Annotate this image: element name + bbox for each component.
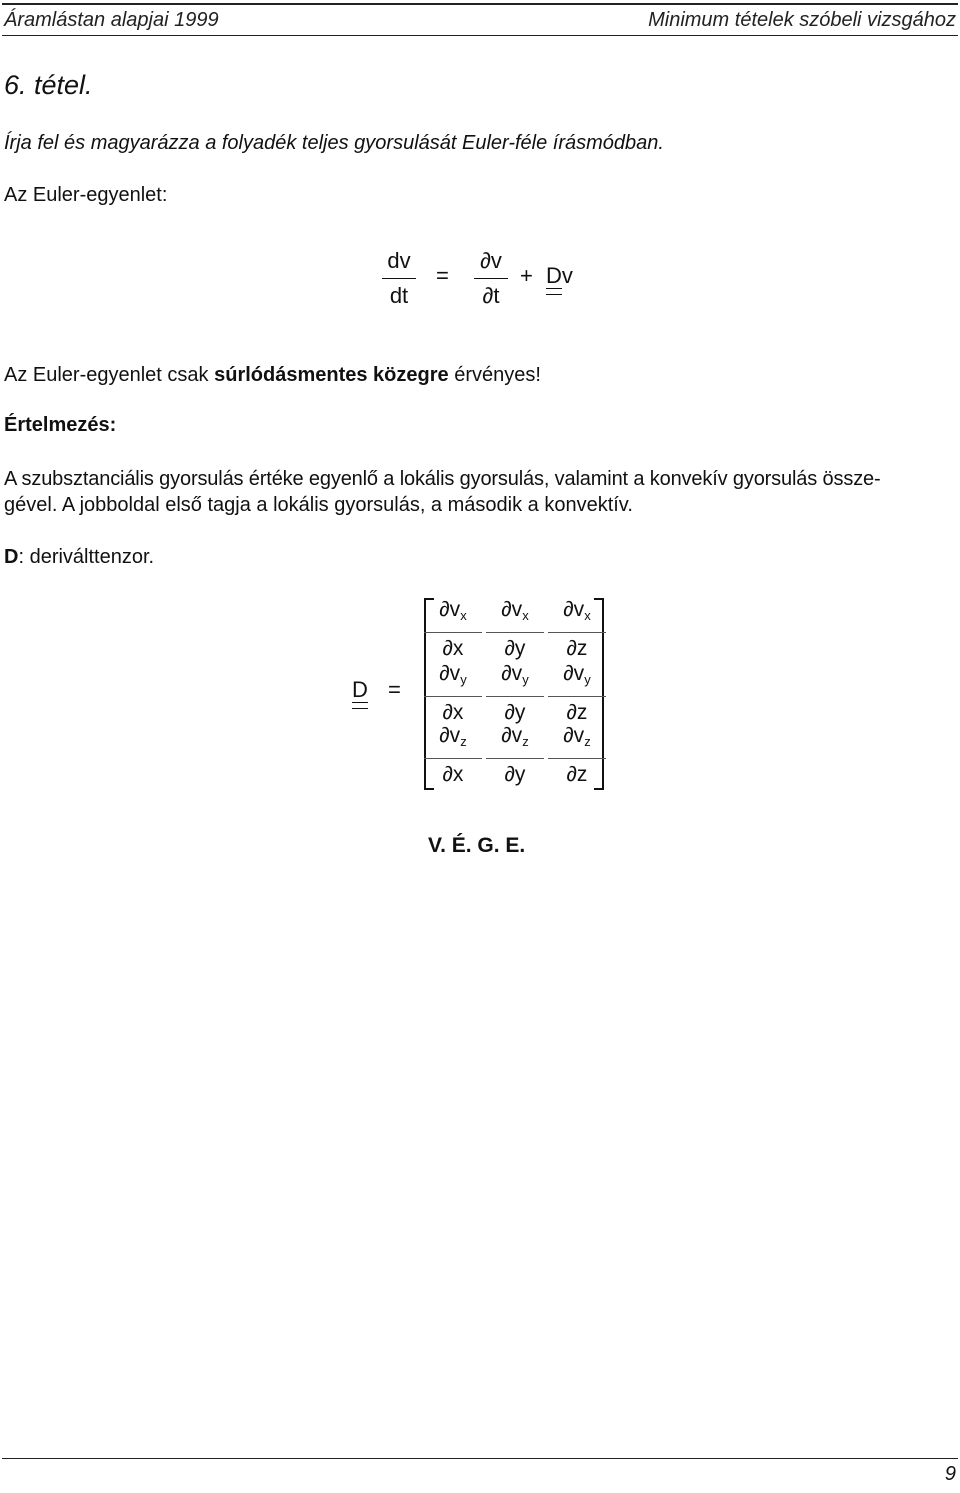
d-definition [4, 542, 154, 572]
matrix-cell [486, 596, 544, 663]
matrix-cell-denominator: ∂z [566, 763, 588, 786]
matrix-cell-subscript: x [522, 608, 529, 623]
lhs-fraction [382, 246, 416, 311]
matrix-lhs [352, 677, 368, 703]
matrix-cell [548, 660, 606, 727]
matrix-cell-denominator: ∂x [442, 763, 464, 786]
matrix-cell-denominator: ∂z [566, 637, 588, 660]
matrix-cell-denominator: ∂x [442, 701, 464, 724]
matrix-cell-subscript: x [584, 608, 591, 623]
matrix-cell-bar [548, 632, 606, 633]
matrix-cell [548, 596, 606, 663]
matrix-cell-partial-v: ∂v [501, 724, 523, 747]
equals-sign: = [436, 263, 449, 288]
matrix-cell-partial-v: ∂v [439, 662, 461, 685]
matrix-cell-denominator: ∂z [566, 701, 588, 724]
tensor-d: D [546, 263, 562, 288]
matrix-cell-numerator [424, 722, 482, 756]
plus-sign: + [520, 263, 533, 288]
header-bottom-rule [2, 35, 958, 36]
matrix-cell-bar [486, 758, 544, 759]
section-title: 6. tétel. [4, 70, 93, 100]
matrix-cell-numerator [548, 596, 606, 630]
matrix-cell-subscript: y [522, 672, 529, 687]
matrix-cell-numerator [486, 660, 544, 694]
matrix-cell-subscript: z [522, 734, 529, 749]
d-definition-symbol: D [4, 546, 19, 568]
interpretation-heading: Értelmezés: [4, 414, 117, 436]
matrix-cell-denominator: ∂x [442, 637, 464, 660]
matrix-cell-subscript: x [460, 608, 467, 623]
matrix-cell [486, 660, 544, 727]
matrix-cell-bar [424, 758, 482, 759]
matrix-cell-bar [548, 758, 606, 759]
convective-term [546, 263, 573, 289]
matrix-cell-numerator [548, 722, 606, 756]
validity-statement [4, 360, 541, 390]
rhs-denominator: ∂t [482, 283, 500, 308]
matrix-cell-partial-v: ∂v [563, 724, 585, 747]
header-left-title: Áramlástan alapjai 1999 [4, 9, 219, 31]
lhs-denominator: dt [389, 283, 409, 308]
matrix-cell-partial-v: ∂v [501, 598, 523, 621]
validity-bold: súrlódásmentes közegre [214, 364, 449, 386]
matrix-cell-subscript: y [584, 672, 591, 687]
matrix-equals: = [388, 677, 401, 702]
matrix-cell-partial-v: ∂v [439, 724, 461, 747]
matrix-cell-partial-v: ∂v [563, 598, 585, 621]
matrix-cell-bar [548, 696, 606, 697]
header-top-rule [2, 3, 958, 5]
signature: V. É. G. E. [428, 834, 526, 857]
matrix-cell-partial-v: ∂v [439, 598, 461, 621]
matrix-cell-numerator [548, 660, 606, 694]
paragraph-line-1: A szubsztanciális gyorsulás értéke egyenlő a lokális gyorsulás, valamint a konvekív gyorsulás össze- [4, 468, 881, 490]
matrix-cell-partial-v: ∂v [501, 662, 523, 685]
footer-rule [2, 1458, 958, 1459]
matrix-cell [424, 660, 482, 727]
page-number: 9 [944, 1463, 956, 1485]
paragraph-line-2: gével. A jobboldal első tagja a lokális gyorsulás, a második a konvektív. [4, 494, 633, 516]
matrix-cell-subscript: z [460, 734, 467, 749]
matrix-cell-denominator: ∂y [504, 701, 526, 724]
matrix-cell-bar [486, 696, 544, 697]
matrix-cell-numerator [424, 660, 482, 694]
matrix-lhs-tensor: D [352, 677, 368, 702]
header-right-title: Minimum tételek szóbeli vizsgához [648, 9, 956, 31]
question-text: Írja fel és magyarázza a folyadék teljes gyorsulását Euler-féle írásmódban. [4, 132, 664, 154]
rhs-fraction-bar [474, 278, 508, 279]
matrix-cell [424, 722, 482, 789]
matrix-cell-numerator [424, 596, 482, 630]
matrix-cell-denominator: ∂y [504, 763, 526, 786]
matrix-cell-denominator: ∂y [504, 637, 526, 660]
d-definition-text: : deriválttenzor. [18, 546, 155, 568]
matrix-cell [548, 722, 606, 789]
matrix-cell-numerator [486, 722, 544, 756]
matrix-cell-bar [424, 696, 482, 697]
lhs-fraction-bar [382, 278, 416, 279]
matrix-cell-bar [486, 632, 544, 633]
velocity-v: v [561, 263, 573, 288]
lhs-numerator-d: dv [387, 248, 411, 273]
euler-intro: Az Euler-egyenlet: [4, 184, 168, 206]
matrix-cell-partial-v: ∂v [563, 662, 585, 685]
validity-post: érvényes! [448, 364, 541, 386]
matrix-cell-subscript: y [460, 672, 467, 687]
rhs-numerator: ∂v [480, 248, 502, 273]
rhs-fraction [474, 246, 508, 311]
validity-pre: Az Euler-egyenlet csak [4, 364, 215, 386]
matrix-cell [486, 722, 544, 789]
matrix-cell [424, 596, 482, 663]
matrix-cell-numerator [486, 596, 544, 630]
matrix-cell-bar [424, 632, 482, 633]
matrix-cell-subscript: z [584, 734, 591, 749]
